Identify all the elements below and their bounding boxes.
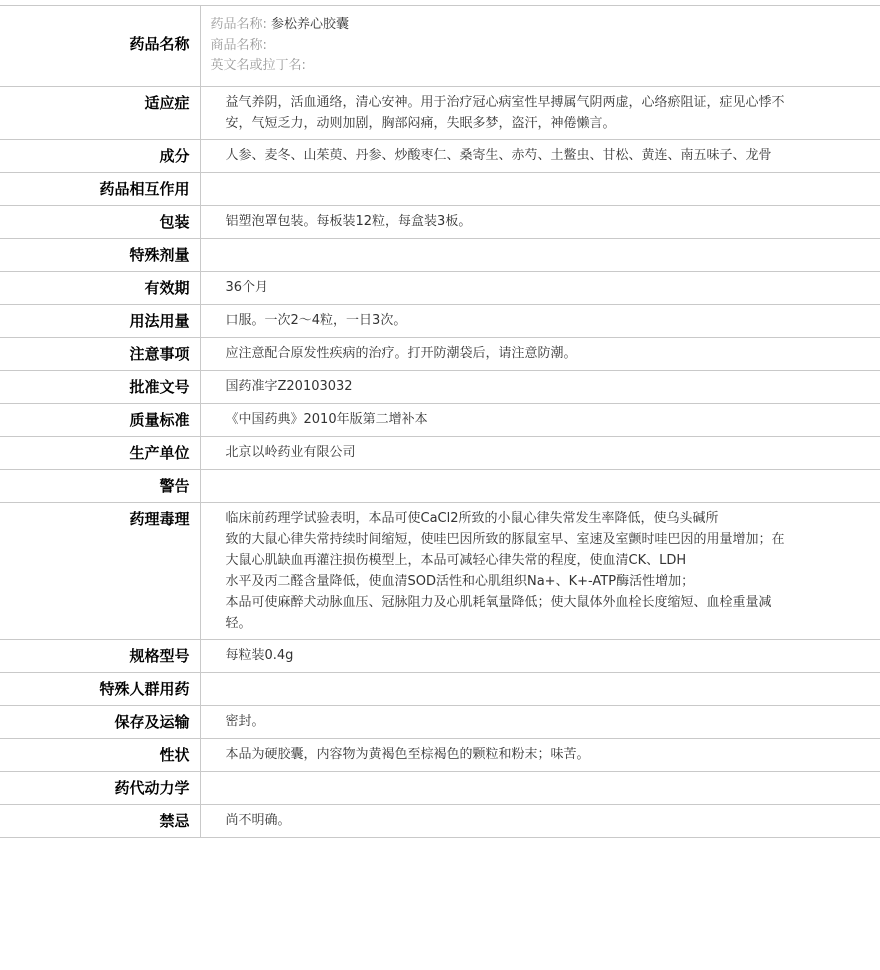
drug-name-value: 参松养心胶囊 [271, 17, 350, 32]
row-value: 人参、麦冬、山茱萸、丹参、炒酸枣仁、桑寄生、赤芍、土鳖虫、甘松、黄连、南五味子、龙骨 [200, 139, 880, 172]
row-label: 注意事项 [0, 337, 200, 370]
row-value: 北京以岭药业有限公司 [200, 436, 880, 469]
row-special-dosage [0, 238, 880, 271]
row-warning [0, 469, 880, 502]
row-value [200, 469, 880, 502]
drug-name-label: 药品名称: [210, 17, 267, 32]
row-label: 适应症 [0, 86, 200, 139]
row-specification [0, 639, 880, 672]
drug-name-line [211, 15, 871, 36]
row-label: 批准文号 [0, 370, 200, 403]
trade-name-line [211, 36, 871, 57]
row-precautions [0, 337, 880, 370]
row-label: 警告 [0, 469, 200, 502]
row-label: 特殊人群用药 [0, 672, 200, 705]
row-storage [0, 705, 880, 738]
drug-info-sheet [0, 5, 880, 838]
row-description [0, 738, 880, 771]
row-label: 成分 [0, 139, 200, 172]
row-pharmacokinetics [0, 771, 880, 804]
row-value: 《中国药典》2010年版第二增补本 [200, 403, 880, 436]
row-label: 规格型号 [0, 639, 200, 672]
row-value: 临床前药理学试验表明，本品可使CaCl2所致的小鼠心律失常发生率降低，使乌头碱所 致的大鼠心律失常持续时间缩短，使哇巴因所致的豚鼠室早、室速及室颤时哇巴因的用量增加；在大鼠心肌缺血再灌注损伤模型上，本品可减轻心律失常的程度，使血清CK、LDH 水平及丙二醛含量降低，使血清SOD活性和心肌组织Na+、K+-ATP酶活性增加； 本品可使麻醉犬动脉血压、冠脉阻力及心肌耗氧量降低；使大鼠体外血栓长度缩短、血栓重量减轻。 [200, 502, 880, 639]
row-label: 特殊剂量 [0, 238, 200, 271]
row-ingredients [0, 139, 880, 172]
row-contraindications [0, 804, 880, 837]
row-packaging [0, 205, 880, 238]
row-label: 用法用量 [0, 304, 200, 337]
english-name-label: 英文名或拉丁名: [210, 58, 306, 73]
row-value: 国药准字Z20103032 [200, 370, 880, 403]
row-label: 药品相互作用 [0, 172, 200, 205]
row-value [200, 172, 880, 205]
row-indications [0, 86, 880, 139]
row-value: 铝塑泡罩包装。每板装12粒，每盒装3板。 [200, 205, 880, 238]
row-value: 益气养阴，活血通络，清心安神。用于治疗冠心病室性早搏属气阴两虚，心络瘀阻证，症见心悸不安，气短乏力，动则加剧，胸部闷痛，失眠多梦，盗汗，神倦懒言。 [200, 86, 880, 139]
row-quality-standard [0, 403, 880, 436]
row-label: 药品名称 [0, 6, 200, 87]
row-label: 有效期 [0, 271, 200, 304]
row-value: 密封。 [200, 705, 880, 738]
row-label: 保存及运输 [0, 705, 200, 738]
row-label: 包装 [0, 205, 200, 238]
row-value [200, 672, 880, 705]
english-name-line [211, 56, 871, 77]
row-value: 每粒装0.4g [200, 639, 880, 672]
row-shelf-life [0, 271, 880, 304]
row-drug-name [0, 6, 880, 87]
row-manufacturer [0, 436, 880, 469]
row-special-populations [0, 672, 880, 705]
row-value [200, 771, 880, 804]
row-label: 禁忌 [0, 804, 200, 837]
drug-info-table [0, 5, 880, 838]
row-label: 生产单位 [0, 436, 200, 469]
row-value: 36个月 [200, 271, 880, 304]
row-pharmacology [0, 502, 880, 639]
row-usage [0, 304, 880, 337]
row-interactions [0, 172, 880, 205]
trade-name-label: 商品名称: [210, 37, 267, 53]
row-label: 性状 [0, 738, 200, 771]
row-value: 本品为硬胶囊，内容物为黄褐色至棕褐色的颗粒和粉末；味苦。 [200, 738, 880, 771]
row-value [200, 238, 880, 271]
row-label: 质量标准 [0, 403, 200, 436]
row-label: 药代动力学 [0, 771, 200, 804]
row-value: 口服。一次2～4粒，一日3次。 [200, 304, 880, 337]
row-value: 应注意配合原发性疾病的治疗。打开防潮袋后，请注意防潮。 [200, 337, 880, 370]
row-approval-number [0, 370, 880, 403]
row-value: 尚不明确。 [200, 804, 880, 837]
name-block [200, 6, 880, 87]
row-label: 药理毒理 [0, 502, 200, 639]
